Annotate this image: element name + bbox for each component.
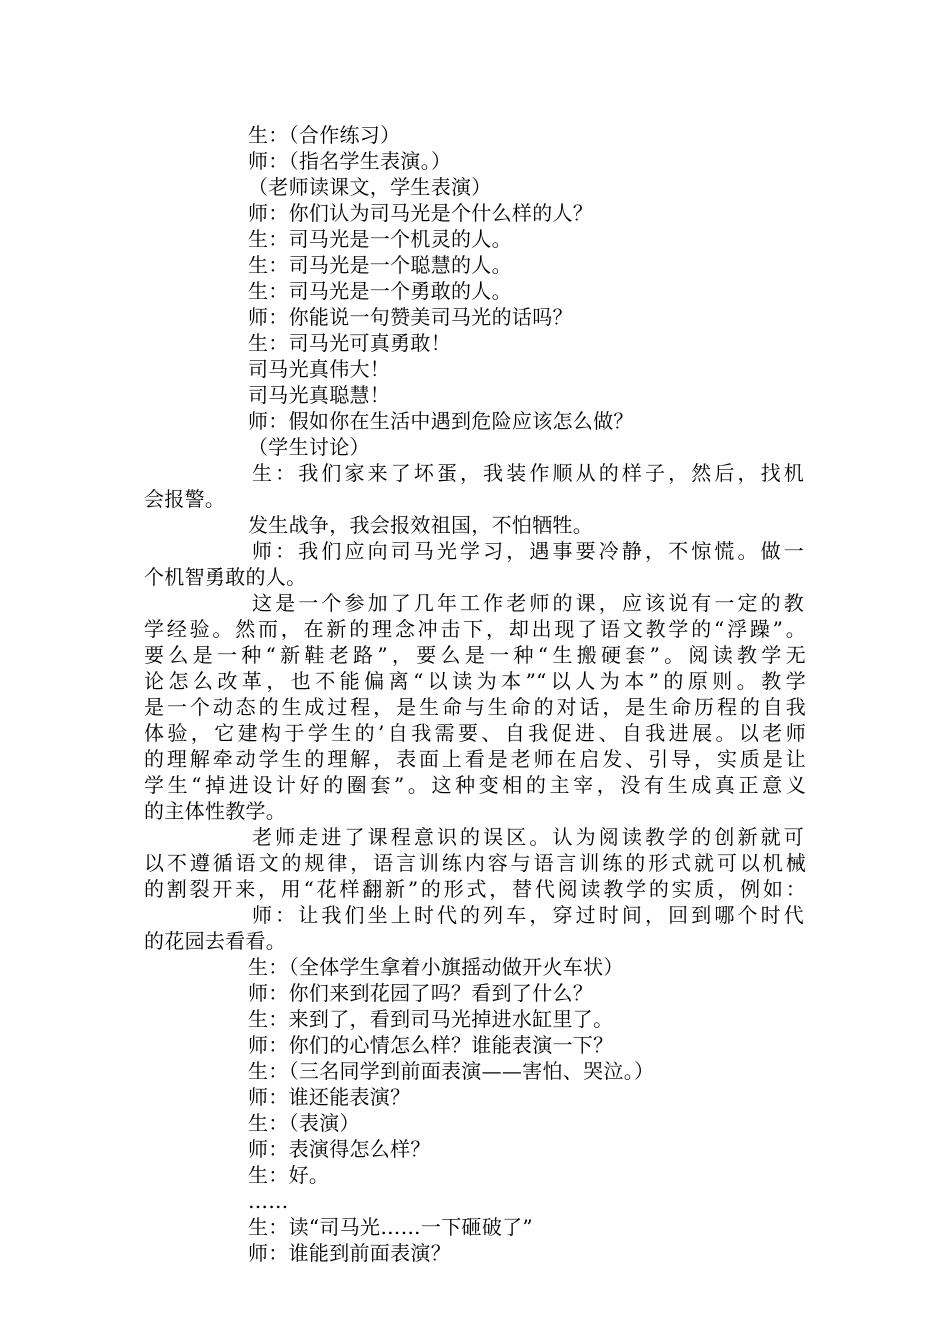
text-line: 生：我们家来了坏蛋，我装作顺从的样子，然后，找机 (252, 461, 804, 485)
text-line: 生：好。 (248, 1163, 330, 1187)
text-line: 师：让我们坐上时代的列车，穿过时间，回到哪个时代 (252, 903, 804, 927)
text-line: 生：（合作练习） (248, 123, 401, 147)
text-line: 学生“掉进设计好的圈套”。这种变相的主宰，没有生成真正意义 (144, 773, 806, 797)
text-line: 师：你能说一句赞美司马光的话吗？ (248, 305, 573, 329)
text-line: 的主体性教学。 (144, 799, 287, 823)
text-line: 个机智勇敢的人。 (144, 565, 307, 589)
text-line: 师：我们应向司马光学习，遇事要冷静，不惊慌。做一 (252, 539, 804, 563)
text-line: 师：表演得怎么样？ (248, 1137, 431, 1161)
text-line: 师：你们来到花园了吗？看到了什么？ (248, 981, 594, 1005)
text-line: （学生讨论） (248, 435, 370, 459)
text-line: 生：（全体学生拿着小旗摇动做开火车状） (248, 955, 624, 979)
text-line: 要么是一种“新鞋老路”，要么是一种“生搬硬套”。阅读教学无 (144, 643, 806, 667)
text-line: 生：司马光可真勇敢！ (248, 331, 451, 355)
text-line: 这是一个参加了几年工作老师的课，应该说有一定的教 (252, 591, 804, 615)
text-line: 会报警。 (144, 487, 226, 511)
text-line: 师：假如你在生活中遇到危险应该怎么做？ (248, 409, 634, 433)
text-line: 生：（三名同学到前面表演——害怕、哭泣。） (248, 1059, 655, 1083)
text-line: …… (248, 1189, 289, 1213)
text-line: 老师走进了课程意识的误区。认为阅读教学的创新就可 (252, 825, 804, 849)
text-line: 生：（表演） (248, 1111, 360, 1135)
text-line: 生：司马光是一个聪慧的人。 (248, 253, 512, 277)
text-line: 师：（指名学生表演。） (248, 149, 452, 173)
text-line: 发生战争，我会报效祖国，不怕牺牲。 (248, 513, 594, 537)
text-line: 生：读“司马光……一下砸破了” (248, 1215, 533, 1239)
text-line: 师：你们的心情怎么样？谁能表演一下？ (248, 1033, 614, 1057)
text-line: 师：谁能到前面表演？ (248, 1241, 451, 1265)
text-line: 生：司马光是一个机灵的人。 (248, 227, 512, 251)
text-line: 论怎么改革，也不能偏离“以读为本”“以人为本”的原则。教学 (144, 669, 806, 693)
text-line: （老师读课文，学生表演） (248, 175, 492, 199)
text-line: 学经验。然而，在新的理念冲击下，却出现了语文教学的“浮躁”。 (144, 617, 806, 641)
text-line: 的割裂开来，用“花样翻新”的形式，替代阅读教学的实质，例如： (144, 877, 806, 901)
text-line: 生：司马光是一个勇敢的人。 (248, 279, 512, 303)
text-line: 司马光真伟大！ (248, 357, 391, 381)
text-line: 师：你们认为司马光是个什么样的人？ (248, 201, 594, 225)
text-line: 体验，它建构于学生的’自我需要、自我促进、自我进展。以老师 (144, 721, 806, 745)
text-line: 师：谁还能表演？ (248, 1085, 411, 1109)
text-line: 的花园去看看。 (144, 929, 287, 953)
text-line: 是一个动态的生成过程，是生命与生命的对话，是生命历程的自我 (144, 695, 806, 719)
text-line: 生：来到了，看到司马光掉进水缸里了。 (248, 1007, 614, 1031)
text-line: 以不遵循语文的规律，语言训练内容与语言训练的形式就可以机械 (144, 851, 806, 875)
text-line: 司马光真聪慧！ (248, 383, 391, 407)
text-line: 的理解牵动学生的理解，表面上看是老师在启发、引导，实质是让 (144, 747, 806, 771)
